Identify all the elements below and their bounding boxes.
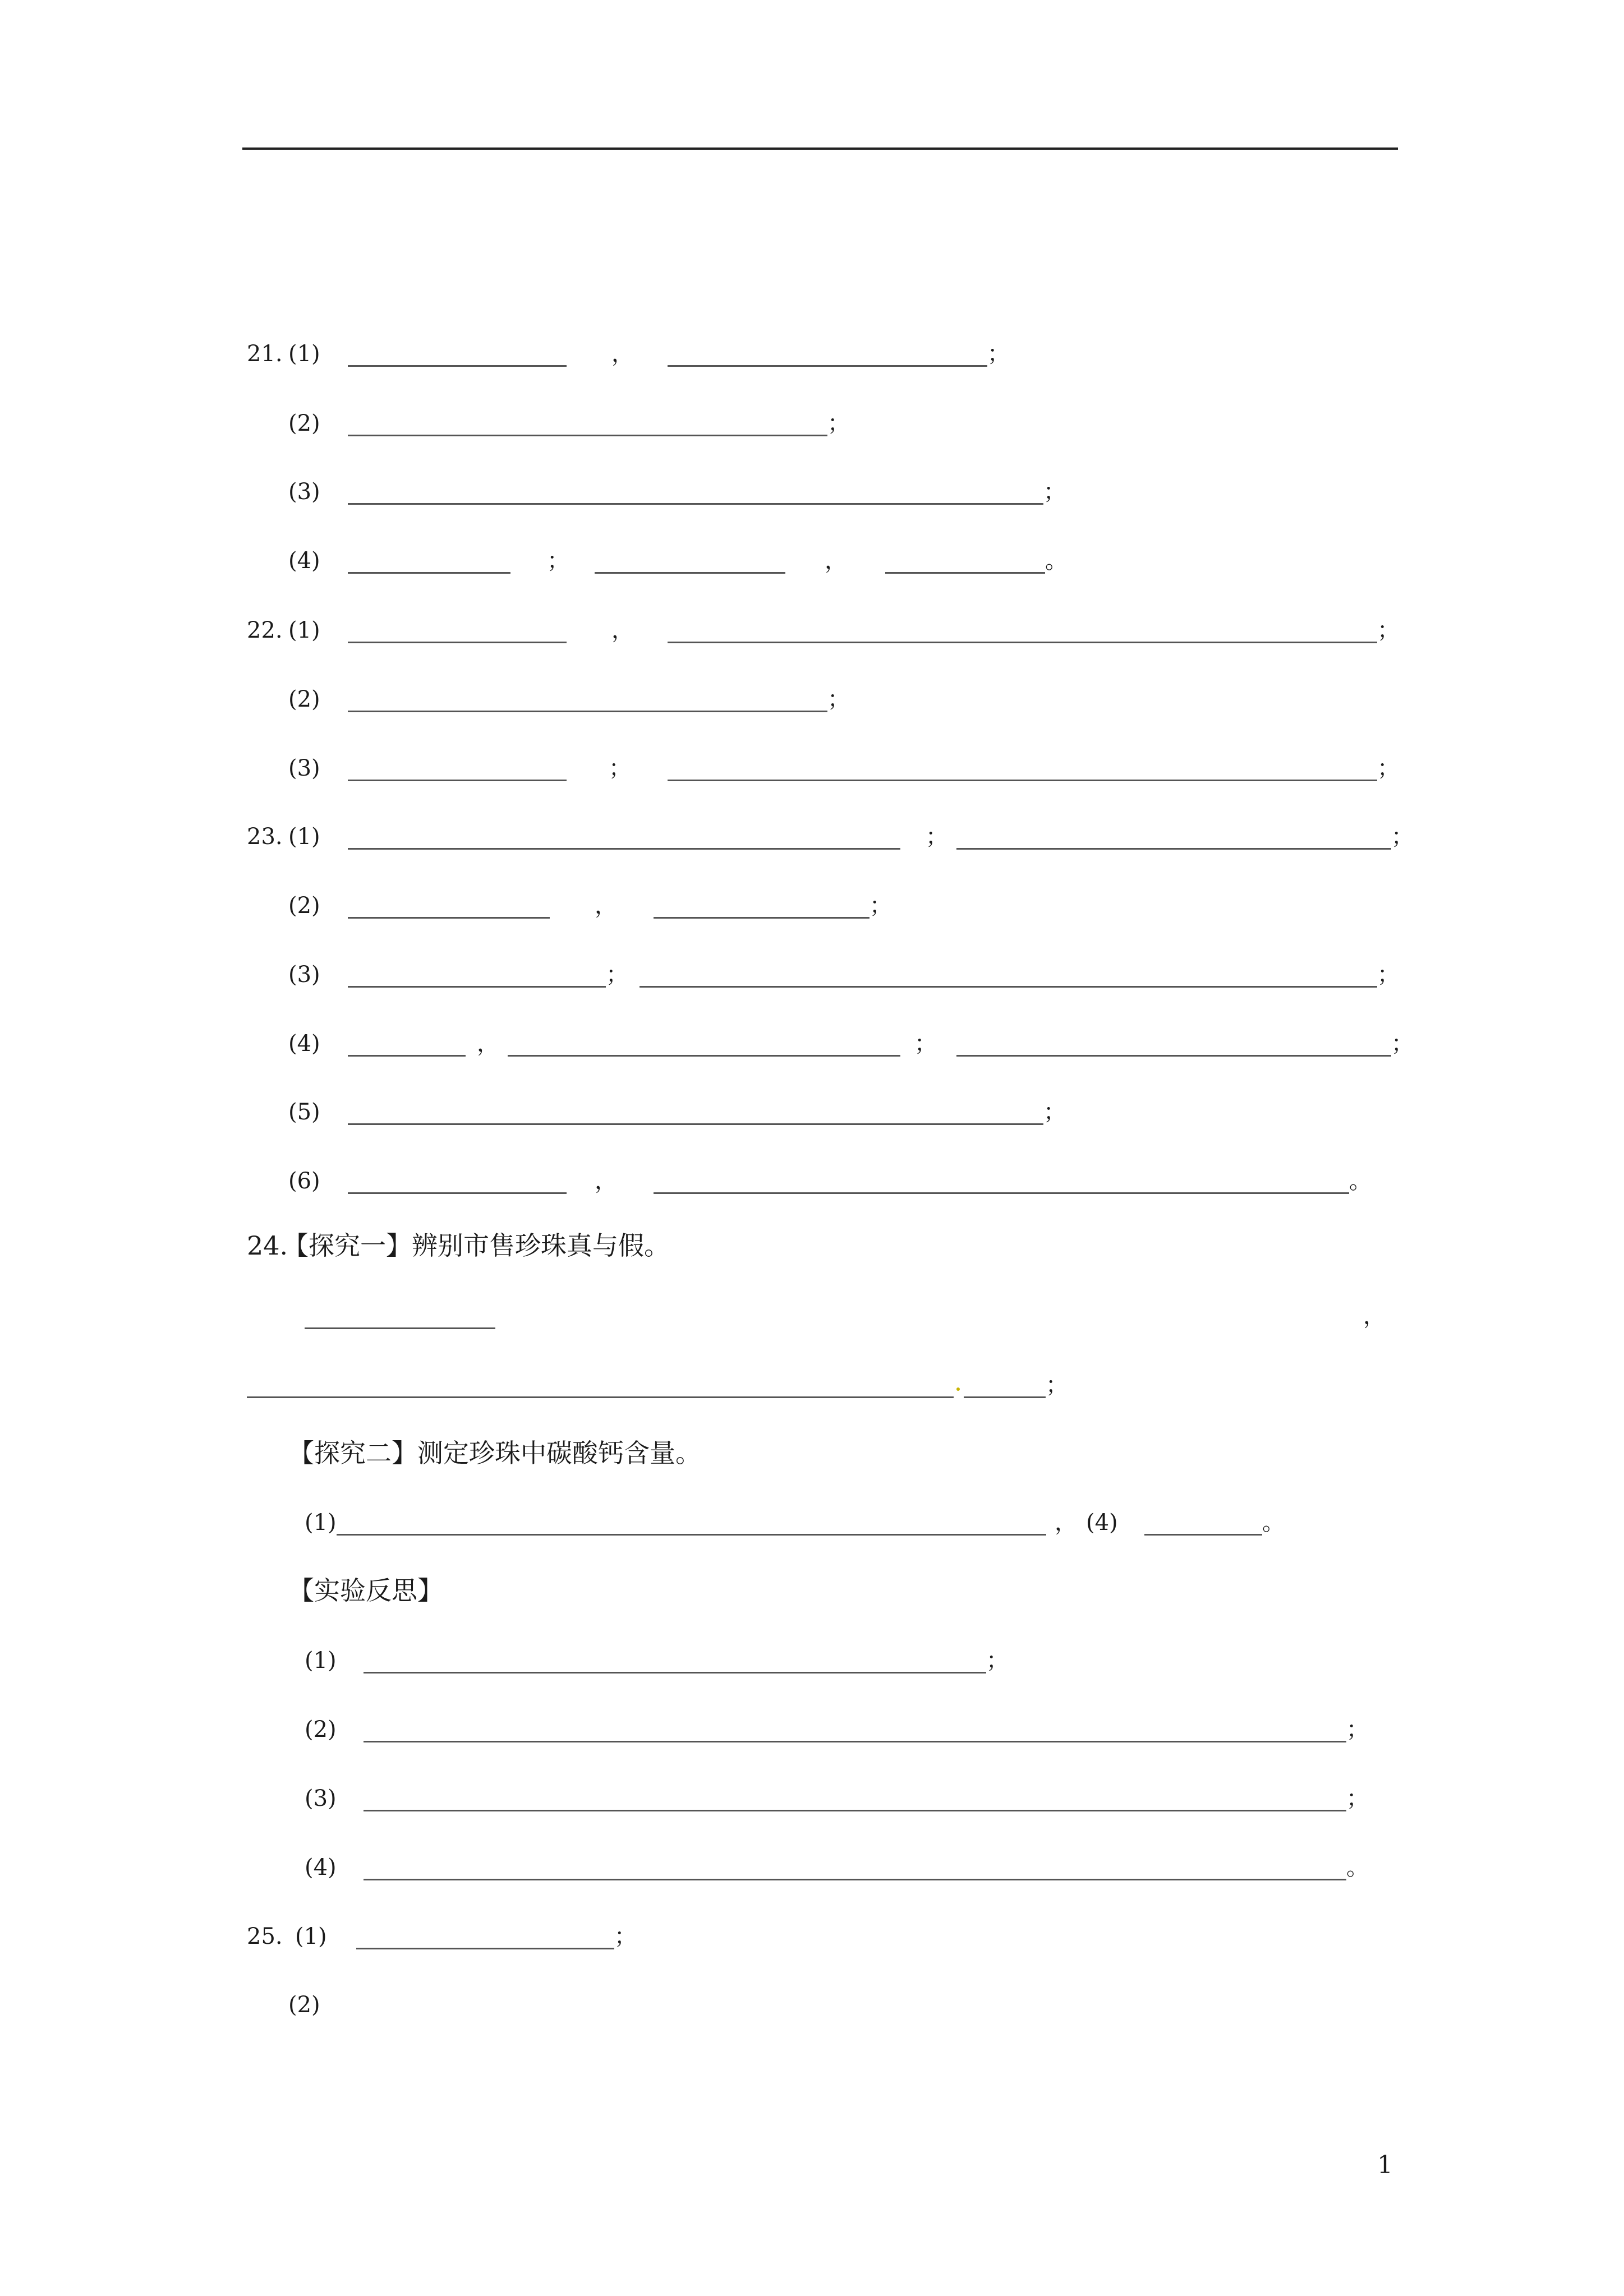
period: 。 [1349, 1168, 1372, 1194]
semicolon: ； [1377, 962, 1400, 988]
semicolon: ； [914, 1031, 937, 1057]
q23-part-1: (1) [288, 824, 320, 850]
q22-2-blank[interactable] [348, 711, 827, 712]
q23-3-blank-b[interactable] [640, 986, 1377, 988]
q23-number: 23. [247, 824, 283, 850]
q22-part-3: (3) [288, 755, 320, 781]
q23-2-blank-b[interactable] [654, 917, 869, 919]
semicolon: ； [1391, 1031, 1414, 1057]
semicolon: ； [1377, 755, 1400, 781]
semicolon: ； [606, 962, 628, 988]
semicolon: ； [1043, 479, 1066, 505]
period: 。 [1045, 548, 1068, 574]
semicolon: ； [869, 893, 892, 919]
q23-4-blank-a[interactable] [348, 1055, 466, 1057]
q24-reflection-blank-1[interactable] [364, 1672, 986, 1673]
semicolon: ； [614, 1924, 637, 1949]
q25-part-1: (1) [295, 1924, 327, 1949]
q21-4-blank-c[interactable] [885, 572, 1045, 574]
q21-2-blank[interactable] [348, 435, 827, 436]
q24-reflection-part-2: (2) [305, 1717, 337, 1742]
semicolon: ； [547, 548, 569, 574]
q24-reflection-part-4: (4) [305, 1855, 337, 1880]
semicolon: ； [926, 824, 948, 850]
semicolon: ； [609, 755, 631, 781]
q23-part-2: (2) [288, 893, 320, 919]
q23-2-blank-a[interactable] [348, 917, 550, 919]
q25-1-blank[interactable] [356, 1948, 614, 1949]
page-number: 1 [1377, 2151, 1393, 2179]
q24-explore-2-blank-4[interactable] [1144, 1534, 1262, 1536]
comma: ， [825, 548, 847, 574]
q23-part-5: (5) [288, 1099, 320, 1125]
semicolon: ； [827, 411, 850, 436]
q21-3-blank[interactable] [348, 503, 1043, 505]
q23-6-blank-a[interactable] [348, 1192, 567, 1194]
q23-part-3: (3) [288, 962, 320, 988]
period: 。 [1262, 1510, 1285, 1536]
q22-1-blank-b[interactable] [668, 642, 1377, 643]
header-rule [242, 147, 1398, 150]
q24-reflection-blank-2[interactable] [364, 1741, 1346, 1742]
comma: ， [611, 341, 634, 367]
comma: ， [611, 617, 634, 643]
semicolon: ； [1346, 1786, 1369, 1811]
q21-1-blank-b[interactable] [668, 365, 987, 367]
q21-number: 21. [247, 341, 283, 367]
comma: ， [595, 893, 617, 919]
q24-number: 24. [247, 1230, 288, 1261]
q24-explore-1-blank-c[interactable] [964, 1396, 1046, 1398]
q24-explore-2-part-4: (4) [1086, 1510, 1118, 1536]
q21-4-blank-b[interactable] [595, 572, 785, 574]
stray-mark [956, 1387, 960, 1391]
q23-5-blank[interactable] [348, 1123, 1043, 1125]
q24-explore-2-heading: 【探究二】测定珍珠中碳酸钙含量。 [288, 1438, 701, 1468]
q23-4-blank-c[interactable] [956, 1055, 1391, 1057]
q24-reflection-part-1: (1) [305, 1648, 337, 1673]
q22-3-blank-b[interactable] [668, 780, 1377, 781]
semicolon: ； [987, 341, 1010, 367]
q21-part-2: (2) [288, 411, 320, 436]
semicolon: ； [827, 686, 850, 712]
q21-4-blank-a[interactable] [348, 572, 510, 574]
q23-1-blank-b[interactable] [956, 848, 1391, 850]
q23-3-blank-a[interactable] [348, 986, 606, 988]
q24-explore-2-part-1: (1) [305, 1510, 337, 1536]
semicolon: ； [1346, 1717, 1369, 1742]
comma: ， [595, 1168, 617, 1194]
q22-number: 22. [247, 617, 283, 643]
q21-part-4: (4) [288, 548, 320, 574]
q24-explore-1-heading: 【探究一】辨别市售珍珠真与假。 [283, 1230, 670, 1261]
q24-reflection-blank-4[interactable] [364, 1879, 1346, 1880]
semicolon: ； [986, 1648, 1009, 1673]
q23-part-4: (4) [288, 1031, 320, 1057]
period: 。 [1346, 1855, 1369, 1880]
q24-reflection-part-3: (3) [305, 1786, 337, 1811]
q21-part-1: (1) [288, 341, 320, 367]
q23-part-6: (6) [288, 1168, 320, 1194]
semicolon: ； [1046, 1372, 1068, 1398]
q24-reflection-heading: 【实验反思】 [288, 1575, 443, 1606]
q24-explore-1-blank-b[interactable] [247, 1396, 954, 1398]
q23-4-blank-b[interactable] [508, 1055, 900, 1057]
semicolon: ； [1377, 617, 1400, 643]
q22-part-1: (1) [288, 617, 320, 643]
comma: ， [1363, 1303, 1386, 1329]
q25-number: 25. [247, 1924, 283, 1949]
comma: ， [1055, 1510, 1077, 1536]
q24-explore-2-blank-1[interactable] [337, 1534, 1046, 1536]
q25-part-2: (2) [288, 1992, 320, 2018]
comma: ， [477, 1031, 499, 1057]
q24-reflection-blank-3[interactable] [364, 1810, 1346, 1811]
semicolon: ； [1391, 824, 1414, 850]
q21-1-blank-a[interactable] [348, 365, 567, 367]
q23-6-blank-b[interactable] [654, 1192, 1349, 1194]
q22-1-blank-a[interactable] [348, 642, 567, 643]
q22-3-blank-a[interactable] [348, 780, 567, 781]
q22-part-2: (2) [288, 686, 320, 712]
q21-part-3: (3) [288, 479, 320, 505]
semicolon: ； [1043, 1099, 1066, 1125]
q24-explore-1-blank-a[interactable] [305, 1327, 495, 1329]
q23-1-blank-a[interactable] [348, 848, 900, 850]
